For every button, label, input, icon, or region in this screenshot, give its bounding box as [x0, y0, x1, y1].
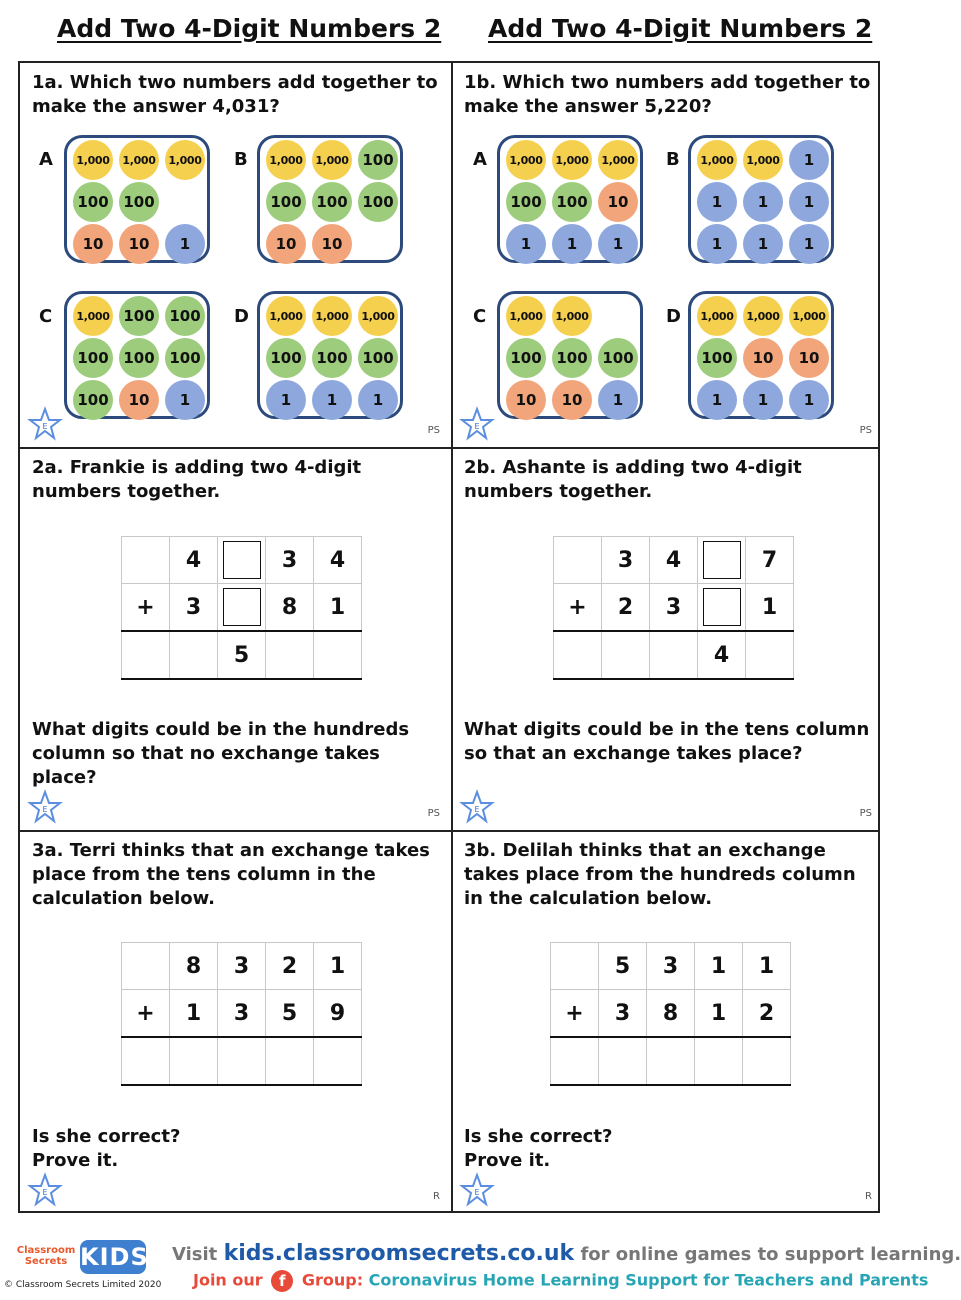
place-value-counter: 1,000	[312, 140, 352, 180]
digit-cell: 9	[314, 990, 362, 1038]
digit-cell: 1	[746, 584, 794, 632]
counter-box	[497, 291, 643, 419]
digit-cell	[122, 537, 170, 584]
digit-cell	[695, 1037, 743, 1085]
place-value-counter: 1	[598, 224, 638, 264]
addend-row	[122, 943, 362, 990]
digit-cell: 1	[314, 943, 362, 990]
addend-row	[551, 943, 791, 990]
digit-cell	[743, 1037, 791, 1085]
place-value-counter: 1,000	[266, 296, 306, 336]
digit-cell: 3	[650, 584, 698, 632]
place-value-counter: 100	[552, 338, 592, 378]
skill-code: PS	[859, 808, 872, 819]
place-value-counter: 100	[165, 338, 205, 378]
place-value-counter: 100	[266, 338, 306, 378]
option-letter: A	[39, 149, 53, 170]
question-text: 2b. Ashante is adding two 4-digit numbers together.	[464, 457, 802, 502]
group-label: Group:	[301, 1270, 364, 1290]
place-value-counter: 1,000	[506, 296, 546, 336]
place-value-counter: 100	[119, 296, 159, 336]
place-value-counter: 100	[266, 182, 306, 222]
digit-cell: 3	[266, 537, 314, 584]
place-value-counter: 100	[506, 338, 546, 378]
place-value-counter: 100	[598, 338, 638, 378]
place-value-counter: 100	[73, 182, 113, 222]
place-value-counter: 100	[358, 140, 398, 180]
footer-join-line	[193, 1270, 928, 1292]
place-value-counter: 10	[119, 224, 159, 264]
digit-cell	[554, 537, 602, 584]
worksheet-title-left: Add Two 4-Digit Numbers 2	[57, 14, 442, 43]
digit-cell	[647, 1037, 695, 1085]
digit-cell	[170, 631, 218, 679]
digit-cell: +	[122, 990, 170, 1038]
digit-cell: 1	[695, 943, 743, 990]
digit-cell	[554, 631, 602, 679]
missing-digit-box[interactable]	[223, 588, 261, 626]
answer-row	[122, 1037, 362, 1085]
digit-cell	[122, 1037, 170, 1085]
digit-cell	[602, 631, 650, 679]
addend-row	[554, 584, 794, 632]
digit-cell	[266, 631, 314, 679]
digit-cell: 4	[698, 631, 746, 679]
place-value-counter: 1,000	[598, 140, 638, 180]
digit-cell	[314, 1037, 362, 1085]
digit-cell: 2	[602, 584, 650, 632]
question-grid	[18, 61, 880, 1213]
group-name-link[interactable]: Coronavirus Home Learning Support for Teachers and Parents	[368, 1270, 929, 1290]
copyright-text: © Classroom Secrets Limited 2020	[4, 1280, 162, 1290]
place-value-counter: 10	[312, 224, 352, 264]
place-value-counter: 1	[165, 224, 205, 264]
place-value-counter: 1,000	[743, 140, 783, 180]
digit-cell	[314, 631, 362, 679]
option-letter: C	[39, 306, 53, 327]
follow-up-text: What digits could be in the tens column so that an exchange takes place?	[464, 719, 870, 764]
counter-box	[497, 135, 643, 263]
place-value-counter: 1	[697, 380, 737, 420]
star-label: E	[474, 805, 480, 814]
counter-box	[688, 291, 834, 419]
missing-digit-box[interactable]	[703, 541, 741, 579]
place-value-counter: 1	[789, 224, 829, 264]
place-value-counter: 1	[598, 380, 638, 420]
place-value-counter: 1	[743, 182, 783, 222]
option-letter: D	[666, 306, 681, 327]
kids-logo: KIDS	[80, 1240, 146, 1274]
digit-cell: +	[551, 990, 599, 1038]
option-letter: C	[473, 306, 487, 327]
question-text: 1a. Which two numbers add together to make the answer 4,031?	[32, 72, 438, 117]
star-icon	[460, 407, 494, 441]
digit-cell: 1	[695, 990, 743, 1038]
place-value-counter: 1,000	[789, 296, 829, 336]
star-label: E	[42, 1188, 48, 1197]
missing-digit-box[interactable]	[703, 588, 741, 626]
place-value-counter: 100	[312, 182, 352, 222]
place-value-counter: 100	[506, 182, 546, 222]
digit-cell: 3	[647, 943, 695, 990]
place-value-counter: 100	[312, 338, 352, 378]
place-value-counter: 1	[697, 182, 737, 222]
addend-row	[554, 537, 794, 584]
place-value-counter: 100	[119, 338, 159, 378]
missing-digit-cell	[698, 537, 746, 584]
counter-box	[64, 291, 210, 419]
skill-code: R	[865, 1191, 872, 1202]
question-text: 1b. Which two numbers add together to make the answer 5,220?	[464, 72, 871, 117]
question-text: 2a. Frankie is adding two 4-digit numbers together.	[32, 457, 362, 502]
option-letter: A	[473, 149, 487, 170]
star-label: E	[42, 422, 48, 431]
digit-cell: 4	[314, 537, 362, 584]
place-value-counter: 100	[358, 338, 398, 378]
digit-cell: 4	[170, 537, 218, 584]
digit-cell	[170, 1037, 218, 1085]
place-value-counter: 10	[598, 182, 638, 222]
place-value-counter: 1	[506, 224, 546, 264]
place-value-counter: 1	[552, 224, 592, 264]
place-value-counter: 1,000	[73, 296, 113, 336]
follow-up-text: Is she correct? Prove it.	[464, 1126, 613, 1171]
place-value-counter: 1	[789, 182, 829, 222]
missing-digit-box[interactable]	[223, 541, 261, 579]
place-value-counter: 100	[552, 182, 592, 222]
digit-cell	[266, 1037, 314, 1085]
option-letter: B	[666, 149, 680, 170]
digit-cell	[218, 1037, 266, 1085]
digit-cell: +	[554, 584, 602, 632]
star-icon	[28, 407, 62, 441]
question-1a	[20, 63, 450, 447]
digit-cell: 3	[218, 943, 266, 990]
digit-cell: 8	[647, 990, 695, 1038]
place-value-counter: 100	[73, 338, 113, 378]
digit-cell	[599, 1037, 647, 1085]
place-value-counter: 1	[312, 380, 352, 420]
addend-row	[122, 537, 362, 584]
place-value-counter: 100	[358, 182, 398, 222]
digit-cell: 1	[170, 990, 218, 1038]
question-text: 3a. Terri thinks that an exchange takes place from the tens column in the calculation below.	[32, 840, 430, 909]
digit-cell: 3	[599, 990, 647, 1038]
facebook-icon[interactable]: f	[271, 1270, 293, 1292]
place-value-counter: 100	[165, 296, 205, 336]
place-value-counter: 10	[506, 380, 546, 420]
place-value-counter: 100	[119, 182, 159, 222]
option-letter: B	[234, 149, 248, 170]
missing-digit-cell	[218, 537, 266, 584]
digit-cell	[650, 631, 698, 679]
skill-code: R	[433, 1191, 440, 1202]
answer-row	[551, 1037, 791, 1085]
addend-row	[122, 990, 362, 1038]
digit-cell: 5	[599, 943, 647, 990]
place-value-counter: 1	[789, 380, 829, 420]
star-icon	[28, 790, 62, 824]
place-value-counter: 1	[165, 380, 205, 420]
place-value-counter: 1,000	[266, 140, 306, 180]
question-2a	[20, 448, 450, 830]
digit-cell	[551, 1037, 599, 1085]
missing-digit-cell	[698, 584, 746, 632]
place-value-counter: 10	[119, 380, 159, 420]
place-value-counter: 1,000	[552, 140, 592, 180]
place-value-counter: 10	[743, 338, 783, 378]
star-label: E	[474, 422, 480, 431]
digit-cell: 3	[170, 584, 218, 632]
digit-cell: 2	[743, 990, 791, 1038]
digit-cell: +	[122, 584, 170, 632]
place-value-counter: 1	[266, 380, 306, 420]
star-icon	[460, 1173, 494, 1207]
digit-cell: 2	[266, 943, 314, 990]
digit-cell: 3	[602, 537, 650, 584]
digit-cell	[122, 943, 170, 990]
place-value-counter: 1,000	[552, 296, 592, 336]
digit-cell: 1	[314, 584, 362, 632]
star-label: E	[42, 805, 48, 814]
addition-grid	[550, 942, 791, 1086]
counter-box	[257, 135, 403, 263]
digit-cell: 5	[218, 631, 266, 679]
classroom-secrets-logo: Classroom Secrets	[16, 1245, 76, 1267]
counter-box	[64, 135, 210, 263]
missing-digit-cell	[218, 584, 266, 632]
skill-code: PS	[859, 425, 872, 436]
question-text: 3b. Delilah thinks that an exchange takes place from the hundreds column in the calculation below.	[464, 840, 856, 909]
place-value-counter: 10	[552, 380, 592, 420]
digit-cell: 8	[266, 584, 314, 632]
place-value-counter: 1	[358, 380, 398, 420]
place-value-counter: 1,000	[697, 296, 737, 336]
footer-visit-line	[172, 1241, 961, 1266]
digit-cell	[122, 631, 170, 679]
digit-cell: 5	[266, 990, 314, 1038]
place-value-counter: 1,000	[73, 140, 113, 180]
place-value-counter: 100	[73, 380, 113, 420]
place-value-counter: 1,000	[358, 296, 398, 336]
answer-row	[122, 631, 362, 679]
place-value-counter: 1	[789, 140, 829, 180]
place-value-counter: 1	[697, 224, 737, 264]
skill-code: PS	[427, 808, 440, 819]
addition-grid	[553, 536, 794, 680]
counter-box	[688, 135, 834, 263]
place-value-counter: 1,000	[165, 140, 205, 180]
counter-box	[257, 291, 403, 419]
addition-grid	[121, 536, 362, 680]
place-value-counter: 1,000	[506, 140, 546, 180]
visit-tail: for online games to support learning.	[580, 1244, 961, 1265]
digit-cell: 3	[218, 990, 266, 1038]
join-label: Join our	[193, 1270, 263, 1290]
skill-code: PS	[427, 425, 440, 436]
place-value-counter: 1,000	[697, 140, 737, 180]
worksheet-title-right: Add Two 4-Digit Numbers 2	[488, 14, 873, 43]
place-value-counter: 100	[697, 338, 737, 378]
digit-cell: 1	[743, 943, 791, 990]
digit-cell: 7	[746, 537, 794, 584]
option-letter: D	[234, 306, 249, 327]
star-label: E	[474, 1188, 480, 1197]
place-value-counter: 10	[73, 224, 113, 264]
place-value-counter: 1,000	[119, 140, 159, 180]
place-value-counter: 1	[743, 224, 783, 264]
addend-row	[122, 584, 362, 632]
star-icon	[460, 790, 494, 824]
kids-site-link[interactable]: kids.classroomsecrets.co.uk	[223, 1241, 575, 1266]
place-value-counter: 1	[743, 380, 783, 420]
question-3b	[452, 831, 882, 1213]
digit-cell: 8	[170, 943, 218, 990]
answer-row	[554, 631, 794, 679]
place-value-counter: 10	[789, 338, 829, 378]
digit-cell	[551, 943, 599, 990]
follow-up-text: Is she correct? Prove it.	[32, 1126, 181, 1171]
question-1b	[452, 63, 882, 447]
digit-cell: 4	[650, 537, 698, 584]
digit-cell	[746, 631, 794, 679]
visit-label: Visit	[172, 1244, 218, 1265]
addition-grid	[121, 942, 362, 1086]
place-value-counter: 1,000	[312, 296, 352, 336]
addend-row	[551, 990, 791, 1038]
question-2b	[452, 448, 882, 830]
follow-up-text: What digits could be in the hundreds column so that no exchange takes place?	[32, 719, 410, 788]
star-icon	[28, 1173, 62, 1207]
place-value-counter: 1,000	[743, 296, 783, 336]
question-3a	[20, 831, 450, 1213]
place-value-counter: 10	[266, 224, 306, 264]
